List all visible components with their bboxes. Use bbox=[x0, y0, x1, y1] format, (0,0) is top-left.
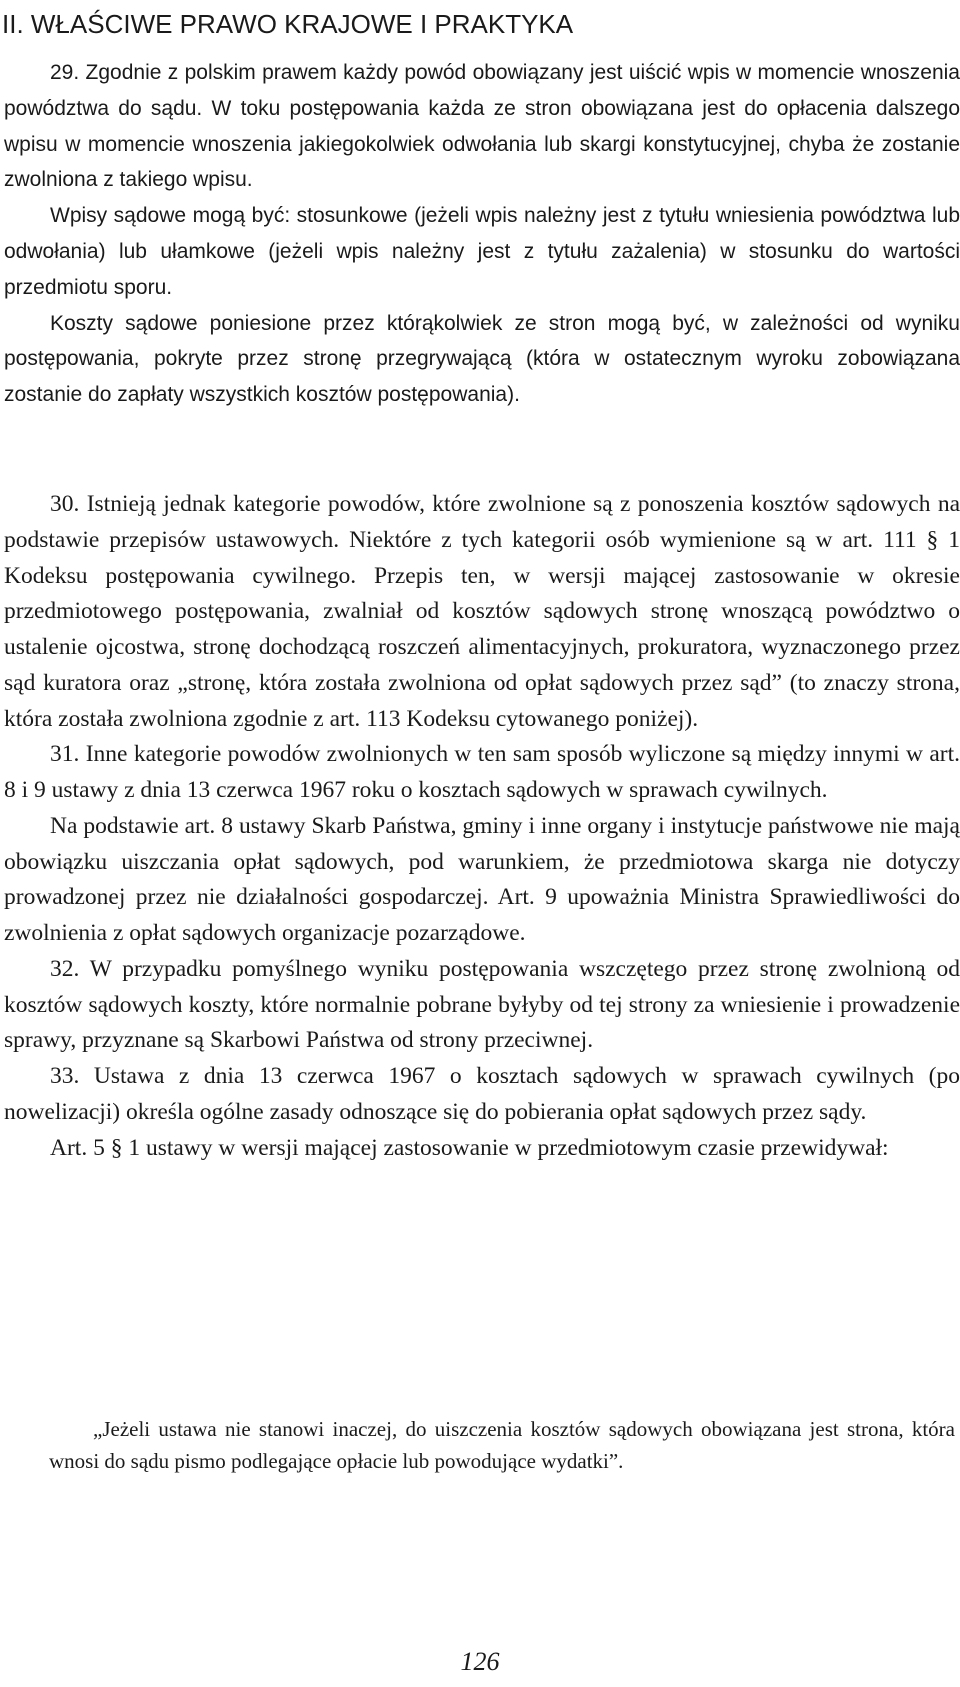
sans-text-block bbox=[4, 55, 960, 413]
paragraph-costs: Koszty sądowe poniesione przez którąkolwiek ze stron mogą być, w zależności od wyniku postępowania, pokryte przez stronę przegrywającą (która w ostatecznym wyroku zobowiązana zostanie do zapłaty wszystkich kosztów postępowania). bbox=[4, 311, 960, 407]
paragraph-art-5: Art. 5 § 1 ustawy w wersji mającej zastosowanie w przedmiotowym czasie przewidywał: bbox=[50, 1134, 889, 1161]
paragraph-court-fees: Wpisy sądowe mogą być: stosunkowe (jeżeli wpis należny jest z tytułu wniesienia powództwa lub odwołania) lub ułamkowe (jeżeli wpis należny jest z tytułu zażalenia) w stosunku do wartości przedmiotu sporu. bbox=[4, 204, 960, 299]
paragraph-art-8: Na podstawie art. 8 ustawy Skarb Państwa, gminy i inne organy i instytucje państwowe nie mają obowiązku uiszczania opłat sądowych, pod warunkiem, że przedmiotowa skarga nie dotyczy prowadzonej przez nie działalności gospodarczej. Art. 9 upoważnia Ministra Sprawiedliwości do zwolnienia z opłat sądowych organizacje pozarządowe. bbox=[4, 812, 960, 946]
paragraph-30: 30. Istnieją jednak kategorie powodów, które zwolnione są z ponoszenia kosztów sądowych na podstawie przepisów ustawowych. Niektóre z tych kategorii osób wymienione są w art. 111 § 1 Kodeksu postępowania cywilnego. Przepis ten, w wersji mającej zastosowanie w okresie przedmiotowego postępowania, zwalniał od kosztów sądowych stronę wnoszącą powództwo o ustalenie ojcostwa, stronę dochodzącą roszczeń alimentacyjnych, prokuratora, wyznaczonego przez sąd kuratora oraz „stronę, która została zwolniona od opłat sądowych przez sąd” (to znaczy strona, która została zwolniona zgodnie z art. 113 Kodeksu cytowanego poniżej). bbox=[4, 491, 960, 732]
paragraph-32: 32. W przypadku pomyślnego wyniku postępowania wszczętego przez stronę zwolnioną od kosztów sądowych koszty, które normalnie pobrane byłyby od tej strony za wniesienie i prowadzenie sprawy, przyznane są Skarbowi Państwa od strony przeciwnej. bbox=[4, 955, 960, 1054]
quote-text: „Jeżeli ustawa nie stanowi inaczej, do uiszczenia kosztów sądowych obowiązana jest strona, która wnosi do sądu pismo podlegające opłacie lub powodujące wydatki”. bbox=[49, 1417, 955, 1473]
paragraph-33: 33. Ustawa z dnia 13 czerwca 1967 o kosztach sądowych w sprawach cywilnych (po nowelizacji) określa ogólne zasady odnoszące się do pobierania opłat sądowych przez sądy. bbox=[4, 1063, 960, 1125]
block-quote bbox=[49, 1413, 955, 1477]
section-heading: II. WŁAŚCIWE PRAWO KRAJOWE I PRAKTYKA bbox=[2, 9, 574, 39]
paragraph-31: 31. Inne kategorie powodów zwolnionych w ten sam sposób wyliczone są między innymi w art. 8 i 9 ustawy z dnia 13 czerwca 1967 roku o kosztach sądowych w sprawach cywilnych. bbox=[4, 741, 960, 803]
page-number: 126 bbox=[460, 1647, 500, 1676]
paragraph-29: 29. Zgodnie z polskim prawem każdy powód obowiązany jest uiścić wpis w momencie wnoszenia powództwa do sądu. W toku postępowania każda ze stron obowiązana jest do opłacenia dalszego wpisu w momencie wnoszenia jakiegokolwiek odwołania lub skargi konstytucyjnej, chyba że zostanie zwolniona z takiego wpisu. bbox=[4, 61, 960, 192]
serif-text-block bbox=[4, 487, 960, 1166]
